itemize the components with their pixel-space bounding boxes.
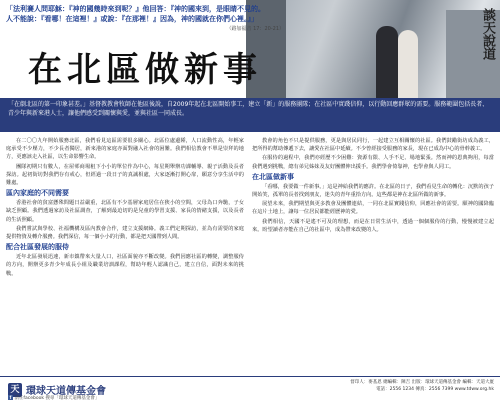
- facebook-text: 請在facebook 搜尋「環球天道傳基金會」: [14, 396, 100, 401]
- article-column-right: [252, 137, 494, 374]
- section-heading: 在北區做新事: [252, 172, 294, 181]
- quote-line: 人不能說：『看哪！在這裡！』或說：『在那裡！』因為，神的國就在你們心裡。』」: [6, 15, 258, 23]
- paragraph: 近年北區發展迅速，新市鎮帶來大量人口，社區面貌亦不斷改變。我們因應社區的轉變，調整服侍的方向，開辦更多青少年成長小組及職業培訓課程，幫助年輕人認識自己，建立自信，面對未來的挑戰。: [6, 254, 244, 277]
- section-heading: 區內家庭的不同需要: [6, 189, 69, 198]
- paragraph: 在服侍的過程中，我們亦經歷不少困難：資源有限、人手不足、場地緊張。然而神的恩典夠用，每當我們遇到挑戰，總有弟兄姊妹及友好團體伸出援手。我們學會倚靠神，也學會與人同工。: [252, 155, 494, 170]
- credits-line: 電話：2556 1234 傳真：2556 7399 www.tdww.org.hk: [376, 386, 494, 392]
- paragraph: 我們嘗試與學校、社福機構及區內教會合作，建立支援網絡。義工們定期探訪，並為有需要的家庭提供物資及轉介服務。我們深信，每一個小小的行動，都是把天國帶到人間。: [6, 225, 244, 241]
- credits-line: 督印人：麥基恩 總編輯：陳吉 出版：環球天道傳基金會 編輯：天道大廈: [350, 380, 494, 385]
- publication-credits: [232, 380, 494, 393]
- article-column-left: [6, 137, 244, 374]
- paragraph: 香港社會的貧富懸殊問題日益嚴重，北區有不少基層家庭居住在狹小的空間，父母為口奔馳，子女缺乏照顧。我們透過家訪及社區調查，了解到最迫切的是兒童的學習支援、家長的情緒支援，以及長者的生活照顧。: [6, 200, 244, 223]
- section-heading: 配合社區發展的服侍: [6, 243, 69, 252]
- org-name: 環球天道傳基金會: [26, 386, 106, 397]
- page-footer: [0, 376, 500, 402]
- paragraph: 「看哪，我要做一件新事。」這是神給我們的應許。在北區的日子，我們看見生命的轉化：沉默的孩子開始笑，孤單的長者找到朋友，迷失的青年重拾方向。這些都是神在北區所做的新事。: [252, 183, 494, 199]
- page-title: 在北區做新事: [28, 50, 262, 90]
- column-logo: 談天說道: [480, 8, 495, 60]
- quote-reference: （路加福音 17：20-21）: [226, 26, 284, 32]
- paragraph: 我們相信，天國不是遙不可及的理想，而是在日常生活中，透過一個個服侍的行動，慢慢被建立起來。盼望讀者亦能在自己的社區中，成為帶來改變的人。: [252, 218, 494, 233]
- paragraph: 展望未來，我們期望與更多教會及團體連結，一同在北區實踐信仰，回應社會的需要。願神的國降臨在這片土地上，讓每一位居民都能經歷神的愛。: [252, 201, 494, 216]
- quote-line: 「法利賽人問耶穌：『神的國幾時來到呢？』他回答：『神的國來到，是眼睛不見的。: [6, 5, 265, 13]
- facebook-icon: f: [9, 395, 12, 400]
- org-logo-icon: 天: [8, 383, 22, 397]
- lead-paragraph: 「在劇北區的第一印象甚差。」基督教教會牧師在他區後說，自2009年起在北區開始事工，建立「新」的服務團隊；在社區中實踐信仰，以行動回應群眾的需要。服務範圍包括長者、青少年與新來港人士，讓他們感受到關懷與愛，並與社區一同成長。: [0, 98, 500, 132]
- paragraph: 在二〇〇九年開始服務北區，我們看見這區需要很多關心。北區位處邊陲，人口流動性高，年輕家庭承受不少壓力，不少長者獨居，新來港的家庭亦面對融入社會的困難。我們相信教會不單是崇拜的地方，更應該走入社區，以生命影響生命。: [6, 138, 244, 161]
- paragraph: 教會的角色不只是提供服務，更是與居民同行，一起建立互相關懷的社區。我們鼓勵街坊成為義工，把所得的幫助傳遞下去，讓愛在社區中延續。不少曾經接受服務的家長，現在已成為中心的骨幹義工。: [252, 138, 494, 153]
- paragraph: 團隊初期只有數人，在屋邨商場租下小小的單位作為中心，每星期舉辦功課輔導、親子活動及長者探訪。起初街坊對我們存有戒心，但經過一段日子的真誠相處，大家逐漸打開心扉，願意分享生活中的難處。: [6, 163, 244, 187]
- facebook-note: [8, 395, 99, 401]
- scripture-quote: [6, 4, 284, 42]
